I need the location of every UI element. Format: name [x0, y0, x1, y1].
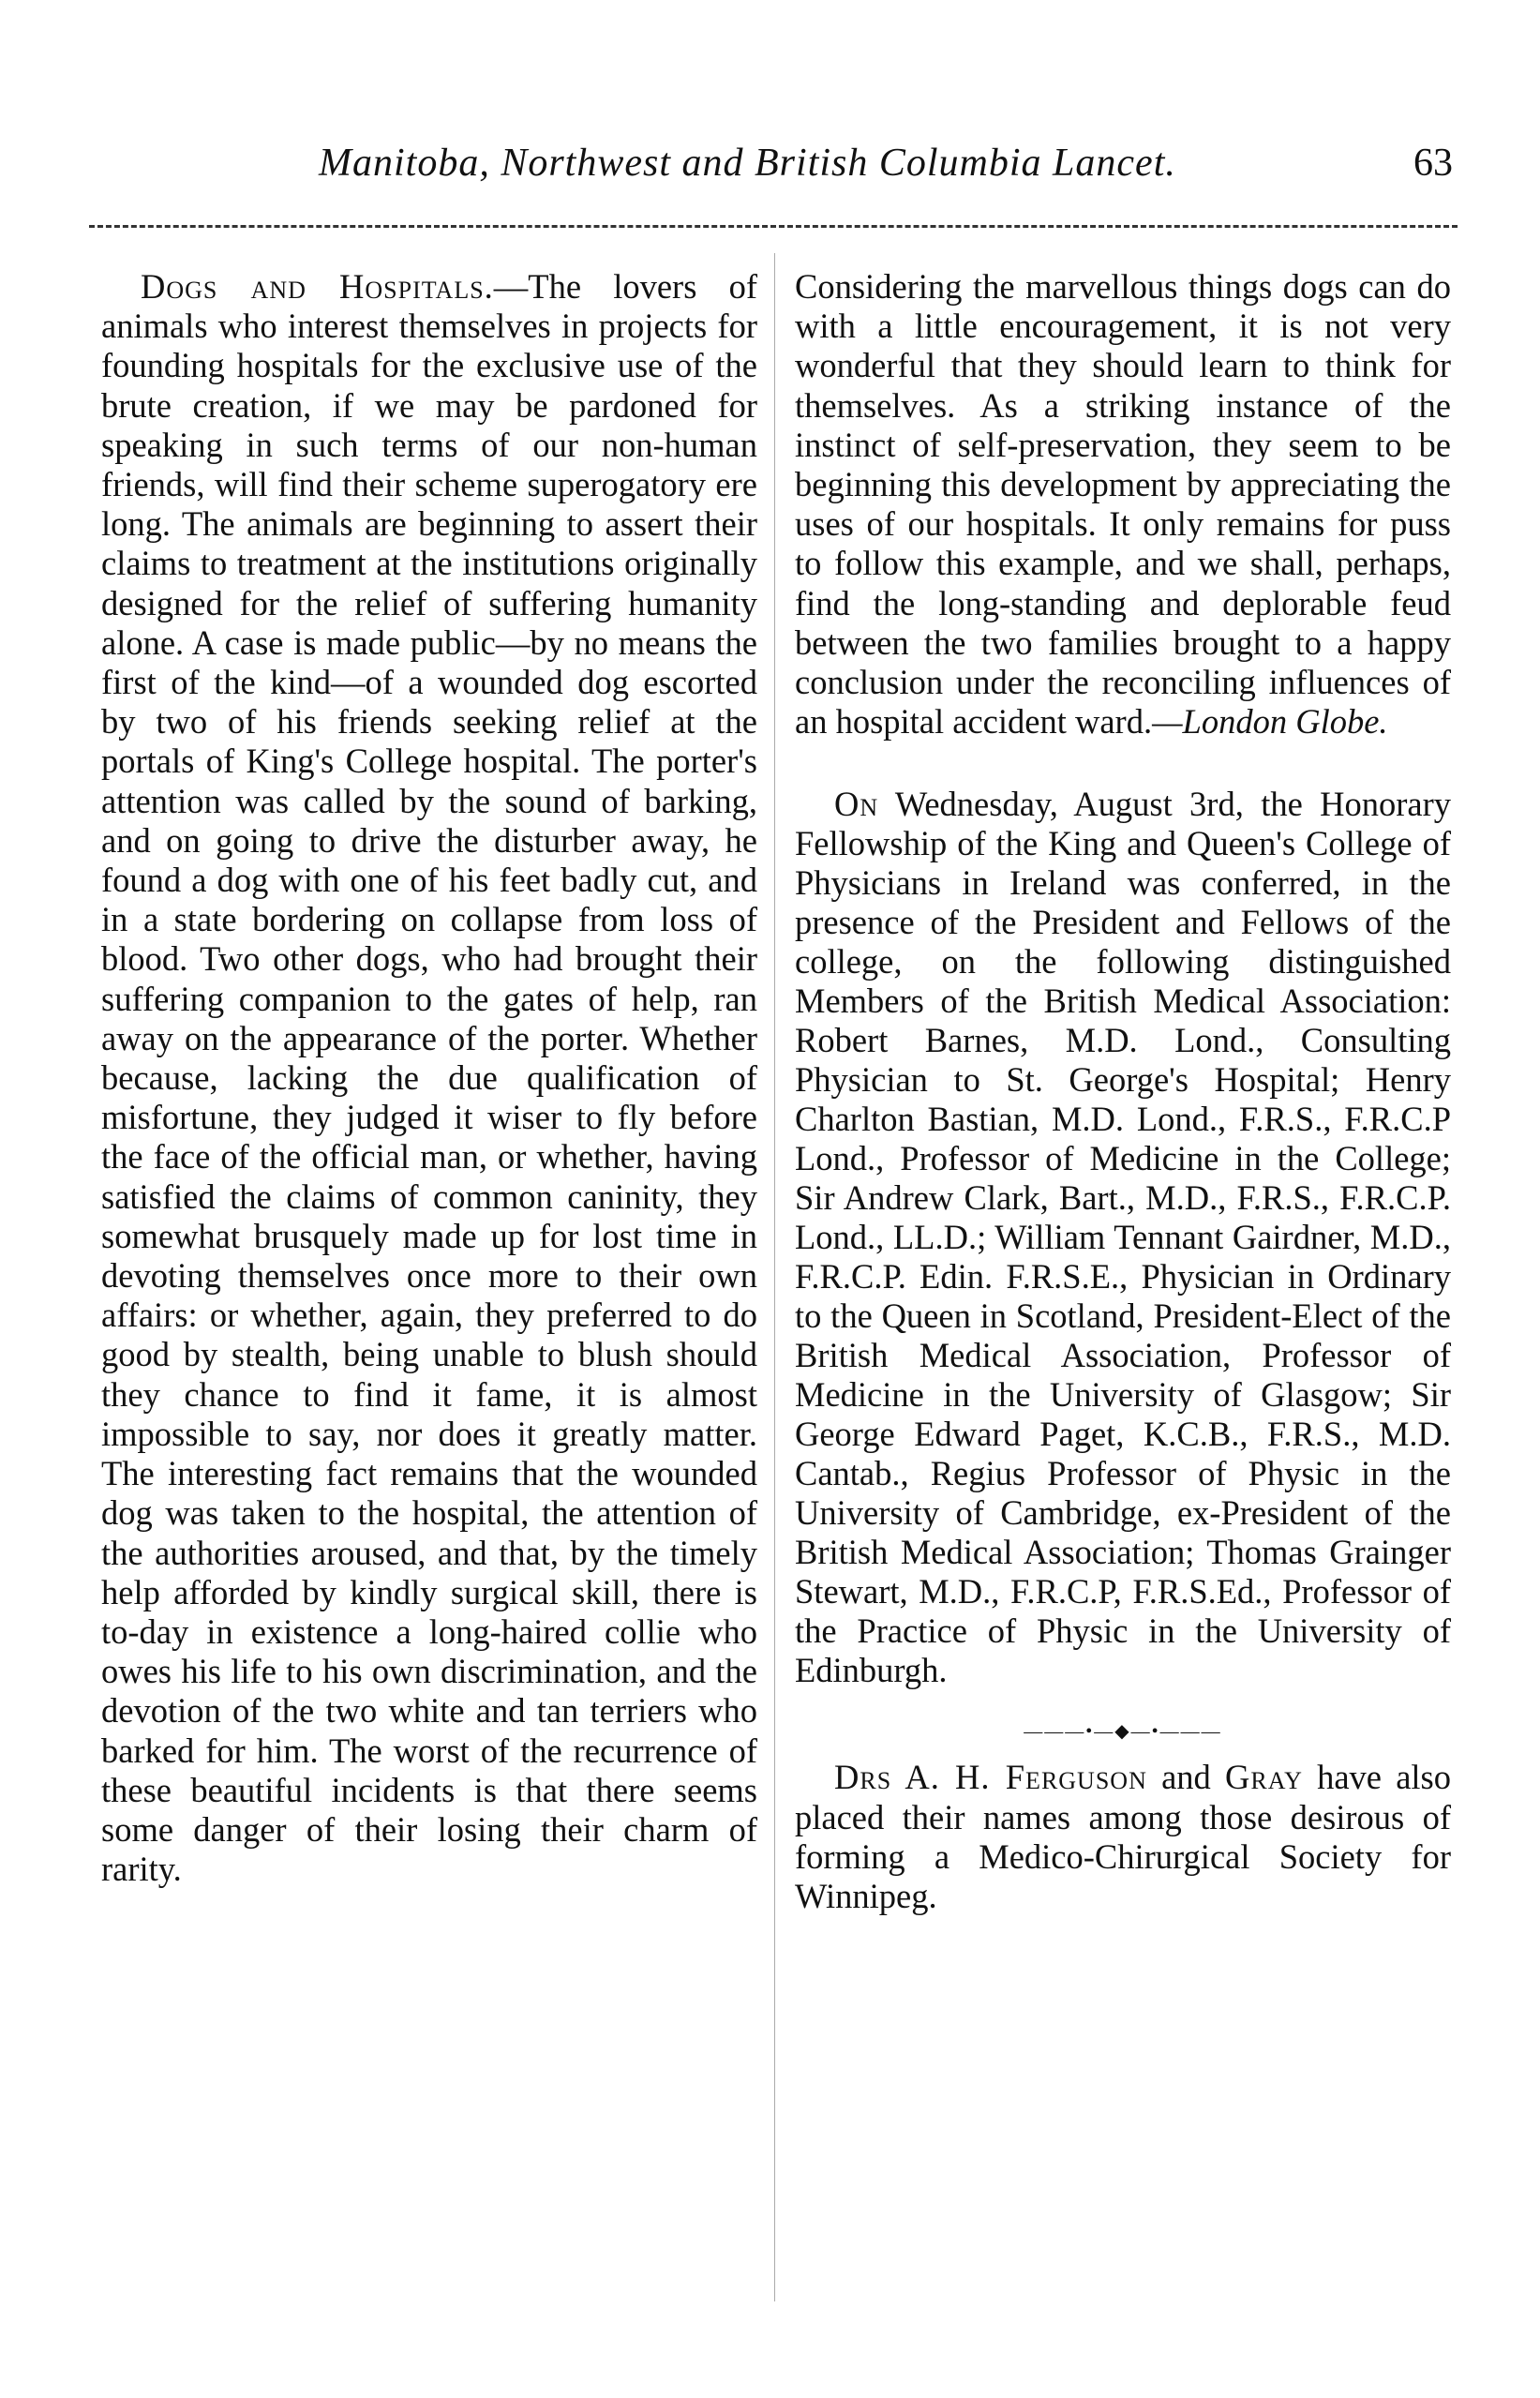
running-head	[319, 141, 1453, 197]
ferguson-body: have also placed their names among those desirous of forming a Medico-Chirurgical Society for Winnipeg.	[795, 1758, 1452, 1916]
article-heading: Dogs and Hospitals.	[141, 267, 494, 306]
running-title: Manitoba, Northwest and British Columbia Lancet.	[319, 142, 1176, 185]
fellowship-body: Wednesday, August 3rd, the Honorary Fellowship of the King and Queen's College of Physicians in Ireland was conferred, in the presence of the President and Fellows of the college, on the following distinguished Members of the British Medical Association: Robert Barnes, M.D. Lond., Consulting Physician to St. George's Hospital; Henry Charlton Bastian, M.D. Lond., F.R.S., F.R.C.P Lond., Professor of Medicine in the College; Sir Andrew Clark, Bart., M.D., F.R.S., F.R.C.P. Lond., LL.D.; William Tennant Gairdner, M.D., F.R.C.P. Edin. F.R.S.E., Physician in Ordinary to the Queen in Scotland, President-Elect of the British Medical Association, Professor of Medicine in the University of Glasgow; Sir George Edward Paget, K.C.B., F.R.S., M.D. Cantab., Regius Professor of Physic in the University of Cambridge, ex-President of the British Medical Association; Thomas Grainger Stewart, M.D., F.R.C.P, F.R.S.Ed., Professor of the Practice of Physic in the University of Edinburgh.	[795, 785, 1451, 1690]
continuation-body: Considering the marvellous things dogs can do with a little encouragement, it is not very wonderful that they should learn to think for themselves. As a striking instance of the instinct of self-preservation, they seem to be beginning this development by appreciating the uses of our hospitals. It only remains for puss to follow this example, and we shall, perhaps, find the long-standing and deplorable feud between the two families brought to a happy conclusion under the reconciling influences of an hospital accident ward.	[795, 267, 1451, 742]
ferguson-and: and	[1146, 1758, 1225, 1797]
article-body: —The lovers of animals who interest themselves in projects for founding hospitals for the exclusive use of the brute creation, if we may be pardoned for speaking in such terms of our non-human friends, will find their scheme superogatory ere long. The animals are beginning to assert their claims to treatment at the institutions originally designed for the relief of suffering humanity alone. A case is made public—by no means the first of the kind—of a wounded dog escorted by two of his friends seeking relief at the portals of King's College hospital. The porter's attention was called by the sound of barking, and on going to drive the disturber away, he found a dog with one of his feet badly cut, and in a state bordering on collapse from loss of blood. Two other dogs, who had brought their suffering companion to the gates of help, ran away on the appearance of the porter. Whether because, lacking the due qualification of misfortune, they judged it wiser to fly before the face of the official man, or whether, having satisfied the claims of common caninity, they somewhat brusquely made up for lost time in devoting themselves once more to their own affairs: or whether, again, they preferred to do good by stealth, being unable to blush should they chance to find it fame, it is almost impossible to say, nor does it greatly matter. The interesting fact remains that the wounded dog was taken to the hospital, the attention of the authorities aroused, and that, by the timely help afforded by kindly surgical skill, there is to-day in existence a long-haired collie who owes his life to his own discrimination, and the devotion of the two white and tan terriers who barked for him. The worst of the recurrence of these beautiful incidents is that there seems some danger of their losing their charm of rarity.	[101, 267, 757, 1889]
article-dogs-and-hospitals	[101, 267, 757, 1889]
right-column	[795, 267, 1451, 1916]
gray-lead: Gray	[1225, 1758, 1303, 1797]
article-medico-chirurgical	[795, 1758, 1451, 1916]
left-column	[101, 267, 757, 1889]
section-ornament: ———•—◆—•———	[1024, 1721, 1222, 1743]
column-divider	[774, 253, 775, 2301]
article-source: —London Globe.	[1152, 702, 1388, 742]
ferguson-lead: Drs A. H. Ferguson	[834, 1758, 1147, 1797]
article-fellowship	[795, 785, 1451, 1690]
page-number: 63	[1413, 142, 1453, 185]
fellowship-lead: On	[834, 785, 879, 824]
header-rule	[89, 225, 1458, 228]
article-continuation	[795, 267, 1451, 742]
